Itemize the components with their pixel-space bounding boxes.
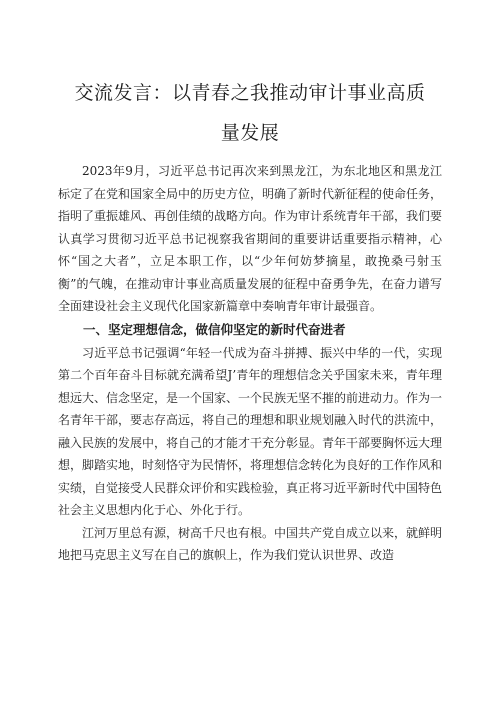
intro-paragraph: 2023年9月，习近平总书记再次来到黑龙江，为东北地区和黑龙江标定了在党和国家全局中的历史方位，明确了新时代新征程的使命任务，指明了重振雄风、再创佳绩的战略方向。作为审计系统青年干部，我们要认真学习贯彻习近平总书记视察我省期间的重要讲话重要指示精神，心怀“国之大者”，立足本职工作，以“少年何妨梦摘星，敢挽桑弓射玉衡”的气魄，在推动审计事业高质量发展的征程中奋勇争先，在奋力谱写全面建设社会主义现代化国家新篇章中奏响青年审计最强音。 xyxy=(58,164,443,313)
document-body xyxy=(58,160,442,567)
body-paragraph: 江河万里总有源，树高千尺也有根。中国共产党自成立以来，就鲜明地把马克思主义写在自己的旗帜上，作为我们党认识世界、改造 xyxy=(58,525,443,562)
document-title-continued: 量发展 xyxy=(220,122,280,144)
body-paragraph: 习近平总书记强调“年轻一代成为奋斗拼搏、振兴中华的一代，实现第二个百年奋斗目标就充满希望J’青年的理想信念关乎国家未来，青年理想远大、信念坚定，是一个国家、一个民族无坚不摧的前进动力。作为一名青年干部，要志存高远，将自己的理想和职业规划融入时代的洪流中，融入民族的发展中，将自己的才能才干充分彰显。青年干部要胸怀远大理想，脚踏实地，时刻恪守为民情怀，将理想信念转化为良好的工作作风和实绩，自觉接受人民群众评价和实践检验，真正将习近平新时代中国特色社会主义思想内化于心、外化于行。 xyxy=(58,345,443,517)
section-heading: 一、坚定理想信念，做信仰坚定的新时代奋进者 xyxy=(83,321,346,337)
document-title: 交流发言：以青春之我推动审计事业高质 xyxy=(74,82,426,104)
